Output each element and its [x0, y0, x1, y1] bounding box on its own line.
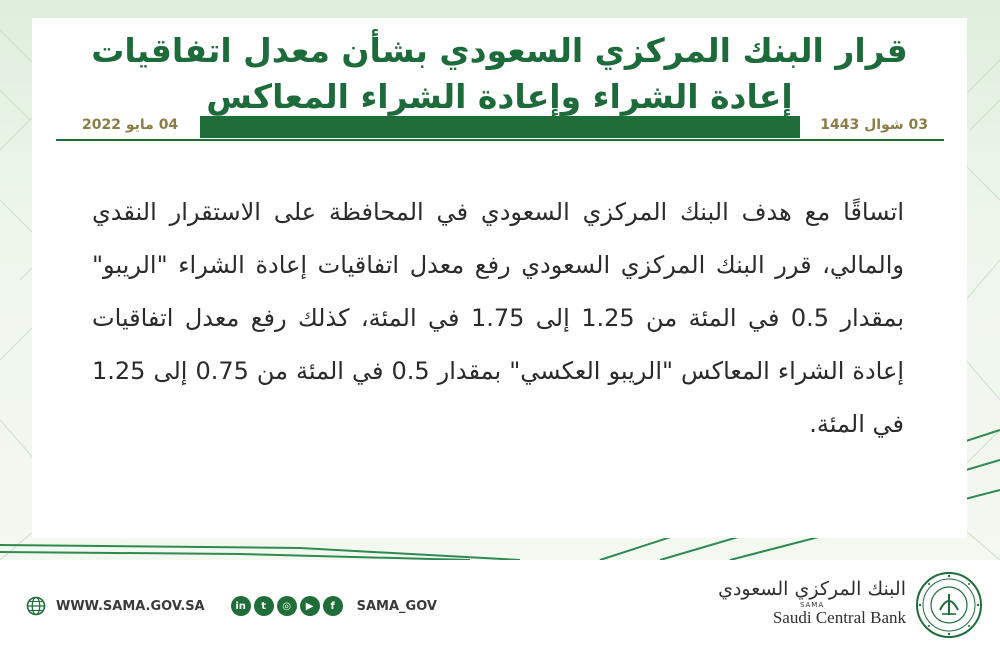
linkedin-icon[interactable]: in — [231, 596, 251, 616]
logo-sama-label: SAMA — [799, 601, 825, 609]
hijri-date: 03 شوال 1443 — [820, 117, 928, 133]
footer-contacts — [26, 594, 437, 618]
logo-arabic-name: البنك المركزي السعودي — [718, 578, 906, 600]
globe-icon — [26, 596, 46, 616]
social-handle: SAMA_GOV — [356, 598, 437, 614]
logo-english-name: Saudi Central Bank — [772, 608, 906, 627]
bank-logo-text — [718, 577, 906, 627]
youtube-icon[interactable]: ▶ — [300, 596, 320, 616]
instagram-icon[interactable]: ◎ — [277, 596, 297, 616]
title-line-1: قرار البنك المركزي السعودي بشأن معدل اتفاقيات — [91, 31, 908, 70]
gregorian-date: 04 مايو 2022 — [82, 117, 179, 133]
facebook-icon[interactable]: f — [323, 596, 343, 616]
bank-seal-icon — [914, 570, 984, 644]
footer — [0, 560, 1000, 651]
twitter-icon[interactable]: t — [254, 596, 274, 616]
website-link[interactable]: WWW.SAMA.GOV.SA — [56, 598, 205, 614]
page-title — [32, 28, 967, 120]
title-line-2: إعادة الشراء وإعادة الشراء المعاكس — [206, 77, 793, 116]
social-links — [231, 596, 343, 616]
announcement-text: اتساقًا مع هدف البنك المركزي السعودي في المحافظة على الاستقرار النقدي والمالي، قرر البنك المركزي السعودي رفع معدل اتفاقيات إعادة الشراء "الريبو" بمقدار 0.5 في المئة من 1.25 إلى 1.75 في المئة، كذلك رفع معدل اتفاقيات إعادة الشراء المعاكس "الريبو العكسي" بمقدار 0.5 في المئة من 0.75 إلى 1.25 في المئة. — [92, 198, 904, 438]
header-divider — [56, 139, 944, 141]
header-green-bar — [200, 116, 800, 138]
